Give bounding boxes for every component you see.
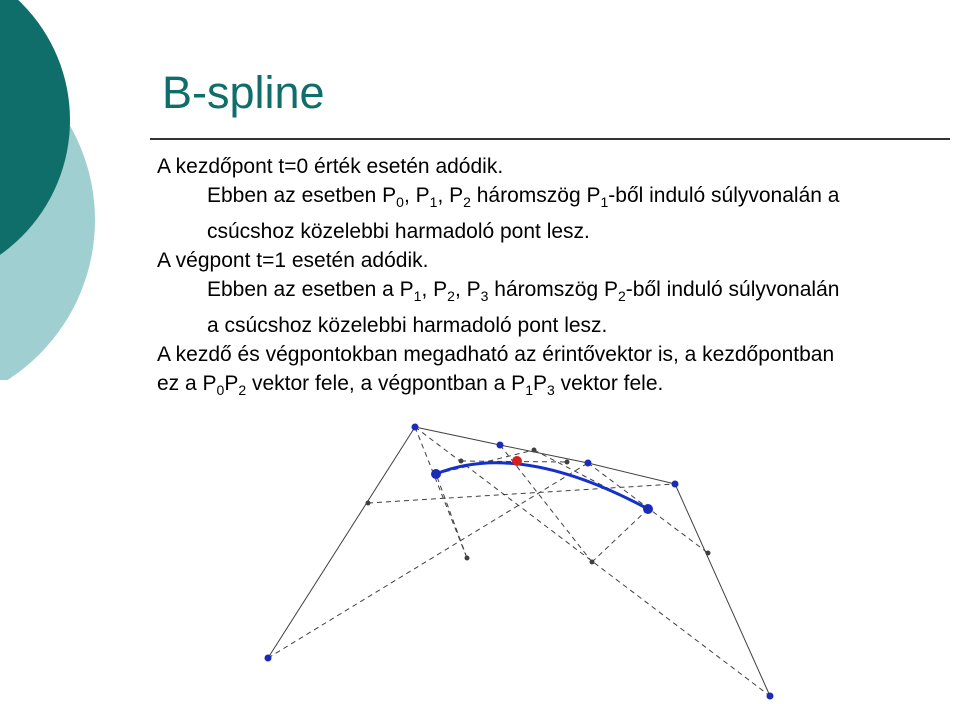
subscript-index: 3 bbox=[547, 382, 555, 399]
text-segment: P bbox=[224, 372, 239, 396]
text-segment: , P bbox=[454, 278, 481, 302]
text-segment: a csúcshoz közelebbi harmadoló pont lesz. bbox=[207, 314, 608, 338]
construction-dashed-line bbox=[436, 474, 467, 558]
control-point bbox=[672, 481, 679, 488]
subscript-index: 3 bbox=[480, 288, 489, 305]
control-point bbox=[412, 424, 419, 431]
slide-title: B-spline bbox=[162, 67, 325, 118]
construction-lines bbox=[268, 427, 770, 696]
text-segment: , P bbox=[421, 278, 448, 302]
text-segment: Ebben az esetben P bbox=[207, 184, 397, 207]
text-segment: vektor fele. bbox=[554, 372, 664, 396]
text-segment: A kezdőpont t=0 érték esetén adódik. bbox=[157, 155, 504, 178]
control-polygon-edge bbox=[675, 484, 770, 696]
text-segment: háromszög P bbox=[488, 278, 618, 302]
text-segment: P bbox=[532, 372, 547, 396]
text-segment: , P bbox=[403, 184, 430, 207]
text-segment: vektor fele, a végpontban a P bbox=[246, 372, 526, 396]
control-point bbox=[585, 460, 592, 467]
text-segment: A végpont t=1 esetén adódik. bbox=[157, 249, 429, 273]
subscript-index: 2 bbox=[618, 288, 626, 305]
points-group bbox=[265, 424, 774, 700]
control-polygon-edge bbox=[588, 463, 675, 484]
construction-dashed-line bbox=[592, 509, 648, 562]
subscript-index: 2 bbox=[447, 288, 455, 305]
construction-point bbox=[366, 501, 371, 506]
text-segment: ez a P bbox=[157, 372, 217, 396]
subscript-index: 2 bbox=[463, 194, 471, 211]
construction-point bbox=[590, 560, 595, 565]
text-segment: csúcshoz közelebbi harmadoló pont lesz. bbox=[207, 220, 590, 244]
control-point bbox=[497, 442, 504, 449]
control-point bbox=[767, 693, 774, 700]
construction-point bbox=[565, 460, 570, 465]
text-segment: -ből induló súlyvonalán bbox=[625, 278, 840, 302]
subscript-index: 2 bbox=[238, 382, 247, 399]
subscript-index: 1 bbox=[413, 288, 422, 305]
construction-point bbox=[459, 459, 464, 464]
subscript-index: 1 bbox=[429, 194, 438, 211]
text-segment: , P bbox=[437, 184, 464, 207]
control-polygon-edge bbox=[415, 427, 500, 445]
text-segment: -ből induló súlyvonalán a bbox=[608, 184, 840, 207]
subscript-index: 0 bbox=[216, 382, 225, 399]
text-segment: A kezdő és végpontokban megadható az érintővektor is, a kezdőpontban bbox=[157, 343, 835, 367]
text-segment: háromszög P bbox=[470, 184, 601, 207]
curve-end-point bbox=[643, 504, 653, 514]
subscript-index: 0 bbox=[396, 194, 404, 211]
control-polygon-edge bbox=[268, 427, 415, 658]
construction-point bbox=[532, 448, 537, 453]
text-segment: Ebben az esetben a P bbox=[207, 278, 414, 302]
control-point bbox=[265, 655, 272, 662]
subscript-index: 1 bbox=[600, 194, 609, 211]
construction-point bbox=[706, 551, 711, 556]
subscript-index: 1 bbox=[525, 382, 533, 399]
current-point-marker bbox=[512, 456, 522, 466]
construction-dashed-line bbox=[415, 427, 467, 558]
curve-start-point bbox=[431, 469, 441, 479]
construction-point bbox=[465, 556, 470, 561]
